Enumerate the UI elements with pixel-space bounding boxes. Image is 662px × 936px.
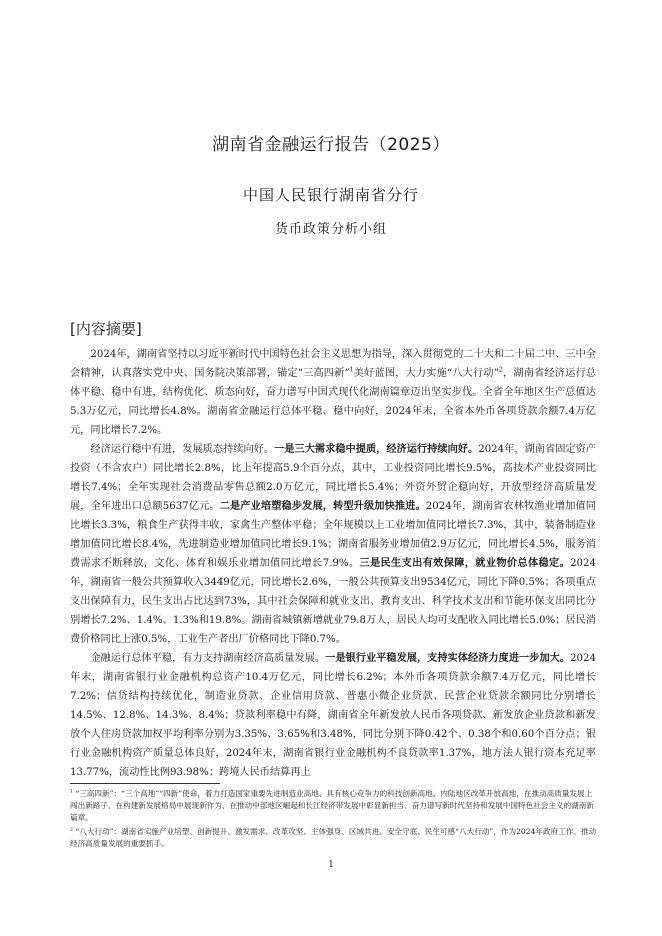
paragraph-2 [70, 440, 596, 649]
paragraph-3-bold-1: 一是银行业平稳发展，支持实体经济力度进一步加大。 [325, 652, 571, 664]
paragraph-3-lead: 金融运行总体平稳，有力支持湖南经济高质量发展。 [90, 653, 326, 664]
footnote-1-text: “三高四新”：“三个高地”“四新”使命，着力打造国家重要先进制造业高地、具有核心竞争力的科技创新高地、内陆地区改革开放高地，在推动高质量发展上闯出新路子、在构建新发展格局中展现新作为、在推动中部地区崛起和长江经济带发展中彰显新担当、奋力谱写新时代坚持和发展中国特色社会主义的湖南新篇章。 [70, 789, 594, 822]
section-heading: [内容摘要] [70, 320, 142, 338]
footnote-2 [70, 826, 598, 850]
author-group: 货币政策分析小组 [274, 222, 387, 237]
paragraph-2-lead: 经济运行稳中有进，发展质态持续向好。 [90, 444, 275, 455]
paragraph-2-text-1: 2024年，湖南省固定资产投资（不含农户）同比增长2.8%，比上年提高5.9个百分点，其中，工业投资同比增长9.5%，高技术产业投资同比增长7.4%；全年实现社会消费品零售总额2.0万亿元，同比增长5.4%；外资外贸企稳向好，开放型经济高质量发展，全年进出口总额5637亿元。 [70, 444, 596, 512]
issuing-organization: 中国人民银行湖南省分行 [242, 186, 419, 204]
paragraph-2-text-3: 2024年，湖南省一般公共预算收入3449亿元，同比增长2.6%，一般公共预算支出9534亿元，同比下降0.5%；各项重点支出保障有力，民生支出占比达到73%，其中社会保障和就业支出、教育支出、科学技术支出和节能环保支出同比分别增长7.2%、1.4%、1.3%和19.8%。湖南省城镇新增就业79.8万人，居民人均可支配收入同比增长5.0%；居民消费价格同比上涨0.5%，工业生产者出厂价格同比下降0.7%。 [70, 558, 596, 645]
paragraph-1 [70, 345, 596, 440]
paragraph-3-text-1: 2024年末，湖南省银行业金融机构总资产10.4万亿元，同比增长6.2%；本外币各项贷款余额7.4万亿元，同比增长7.2%；信贷结构持续优化，制造业贷款、企业信用贷款、普惠小微企业贷款、民营企业贷款余额同比分别增长14.5%、12.8%、14.3%、8.4%；贷款利率稳中有降，湖南省全年新发放人民币各项贷款、新发放企业贷款和新发放个人住房贷款加权平均利率分别为3.35%、3.65%和3.48%，同比分别下降0.42个、0.38个和0.60个百分点；银行业金融机构资产质量总体良好，2024年末，湖南省银行业金融机构不良贷款率1.37%，地方法人银行资本充足率13.77%，流动性比例93.98%；跨境人民币结算再上 [70, 653, 596, 778]
paragraph-2-bold-1: 一是三大需求稳中提质，经济运行持续向好。 [274, 443, 479, 455]
footnote-2-text: “八大行动”：湖南省实施产业培塑、创新提升、激发需求、改革攻坚、主体强身、区域共进、安全守底、民生可感“八大行动”，作为2024年政府工作、推动经济高质量发展的重要抓手。 [70, 827, 597, 848]
footnote-ref-2: 2 [498, 366, 503, 374]
paragraph-2-bold-3: 三是民生支出有效保障，就业物价总体稳定。 [359, 557, 571, 569]
abstract-body [70, 345, 596, 782]
footnote-divider [70, 783, 220, 784]
footnote-ref-1: 1 [349, 366, 354, 374]
paragraph-1-text-b: 美好蓝图，大力实施“八大行动” [353, 368, 499, 379]
paragraph-2-bold-2: 二是产业培塑稳步发展，转型升级加快推进。 [219, 500, 426, 512]
footnote-1-mark: 1 [70, 789, 73, 795]
footnotes [70, 788, 598, 852]
report-title: 湖南省金融运行报告（2025） [212, 135, 450, 155]
paragraph-3 [70, 649, 596, 782]
footnote-1 [70, 788, 598, 824]
paragraph-1-text-c: ，湖南省经济运行总体平稳、稳中有进，结构优化、质态向好，奋力谱写中国式现代化湖南篇章迈出坚实步伐。全省全年地区生产总值达5.3万亿元，同比增长4.8%。湖南省金融运行总体平稳、稳中向好，2024年末，全省本外币各项贷款余额7.4万亿元，同比增长7.2%。 [70, 368, 597, 436]
footnote-2-mark: 2 [70, 827, 73, 833]
paragraph-1-text-a: 2024年，湖南省坚持以习近平新时代中国特色社会主义思想为指导，深入贯彻党的二十大和二十届二中、三中全会精神，认真落实党中央、国务院决策部署，锚定“三高四新” [70, 349, 596, 379]
paragraph-2-text-2: 2024年，湖南省农林牧渔业增加值同比增长3.3%，粮食生产获得丰收，家禽生产整体平稳；全年规模以上工业增加值同比增长7.3%，其中，装备制造业增加值同比增长8.4%，先进制造业增加值同比增长9.1%；湖南省服务业增加值2.9万亿元，同比增长4.5%，服务消费需求不断释放，文化、体育和娱乐业增加值同比增长7.9%。 [70, 501, 596, 569]
page-number: 1 [328, 860, 334, 870]
